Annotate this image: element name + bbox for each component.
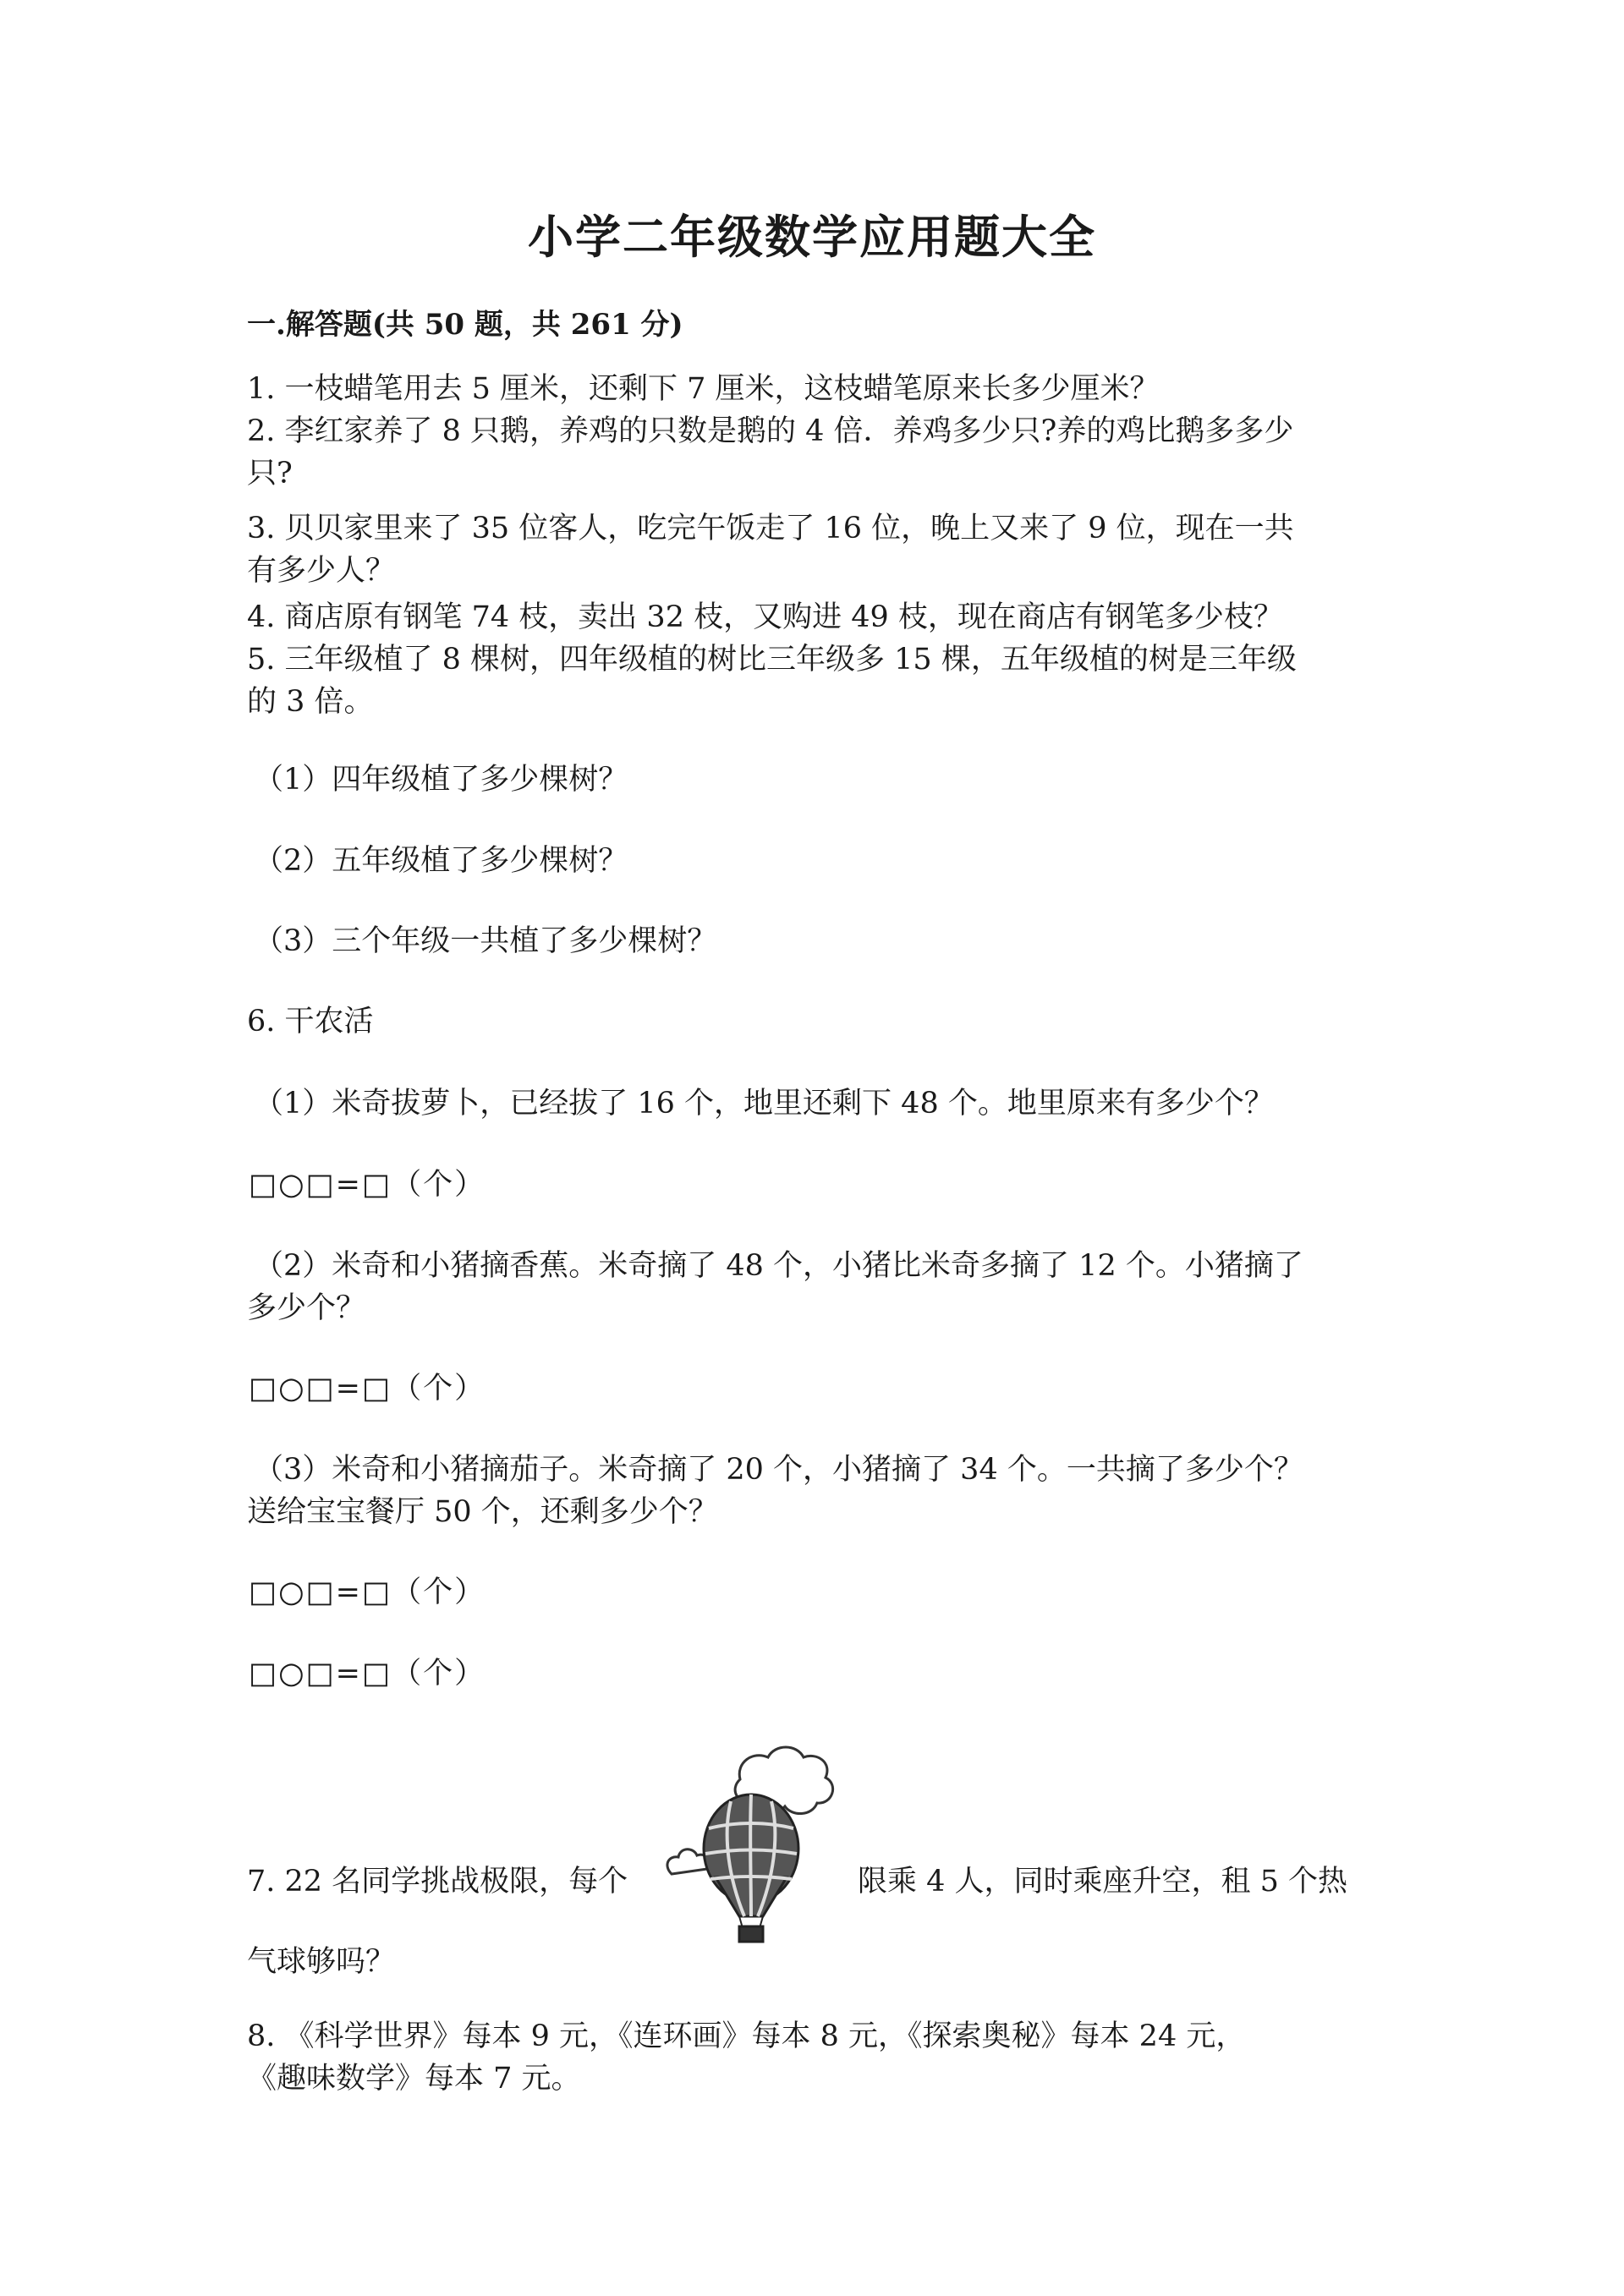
answer-boxes-4: □○□=□（个） — [249, 1657, 486, 1690]
question-5-sub-2: （2）五年级植了多少棵树？ — [254, 844, 628, 878]
question-5-line-1: 5. 三年级植了 8 棵树，四年级植的树比三年级多 15 棵，五年级植的树是三年级 — [247, 643, 1297, 677]
answer-boxes-3: □○□=□（个） — [249, 1575, 486, 1609]
question-6-sub-2-line-2: 多少个？ — [247, 1291, 366, 1325]
question-2-line-2: 只? — [247, 457, 293, 490]
question-6: 6. 干农活 — [247, 1005, 374, 1038]
question-7-line-2: 气球够吗？ — [247, 1945, 396, 1979]
question-3-line-2: 有多少人？ — [247, 554, 396, 588]
question-5-sub-1: （1）四年级植了多少棵树？ — [254, 763, 628, 797]
question-7-part-1: 7. 22 名同学挑战极限，每个 — [247, 1865, 628, 1899]
question-6-sub-3-line-1: （3）米奇和小猪摘茄子。米奇摘了 20 个，小猪摘了 34 个。一共摘了多少个？ — [254, 1453, 1303, 1487]
question-5-line-2: 的 3 倍。 — [247, 685, 374, 719]
question-5-sub-3: （3）三个年级一共植了多少棵树？ — [254, 924, 717, 958]
question-2-line-1: 2. 李红家养了 8 只鹅，养鸡的只数是鹅的 4 倍．养鸡多少只?养的鸡比鹅多多少 — [247, 414, 1294, 448]
question-8-line-1: 8. 《科学世界》每本 9 元，《连环画》每本 8 元，《探索奥秘》每本 24 元， — [247, 2019, 1246, 2053]
question-6-sub-1: （1）米奇拔萝卜，已经拔了 16 个，地里还剩下 48 个。地里原来有多少个？ — [254, 1087, 1274, 1121]
hot-air-balloon-icon — [651, 1744, 863, 1943]
question-7-part-2: 限乘 4 人，同时乘座升空，租 5 个热 — [858, 1865, 1348, 1899]
section-heading: 一.解答题(共 50 题，共 261 分) — [247, 308, 683, 342]
question-6-sub-2-line-1: （2）米奇和小猪摘香蕉。米奇摘了 48 个，小猪比米奇多摘了 12 个。小猪摘了 — [254, 1249, 1303, 1283]
page-title: 小学二年级数学应用题大全 — [528, 210, 1096, 264]
question-1: 1. 一枝蜡笔用去 5 厘米，还剩下 7 厘米，这枝蜡笔原来长多少厘米？ — [247, 372, 1160, 406]
question-6-sub-3-line-2: 送给宝宝餐厅 50 个，还剩多少个？ — [247, 1495, 718, 1529]
question-8-line-2: 《趣味数学》每本 7 元。 — [247, 2062, 581, 2096]
answer-boxes-2: □○□=□（个） — [249, 1372, 486, 1406]
question-4: 4. 商店原有钢笔 74 枝，卖出 32 枝，又购进 49 枝，现在商店有钢笔多少枝？ — [247, 600, 1283, 634]
question-3-line-1: 3. 贝贝家里来了 35 位客人，吃完午饭走了 16 位，晚上又来了 9 位，现在一共 — [247, 512, 1294, 545]
answer-boxes-1: □○□=□（个） — [249, 1168, 486, 1202]
